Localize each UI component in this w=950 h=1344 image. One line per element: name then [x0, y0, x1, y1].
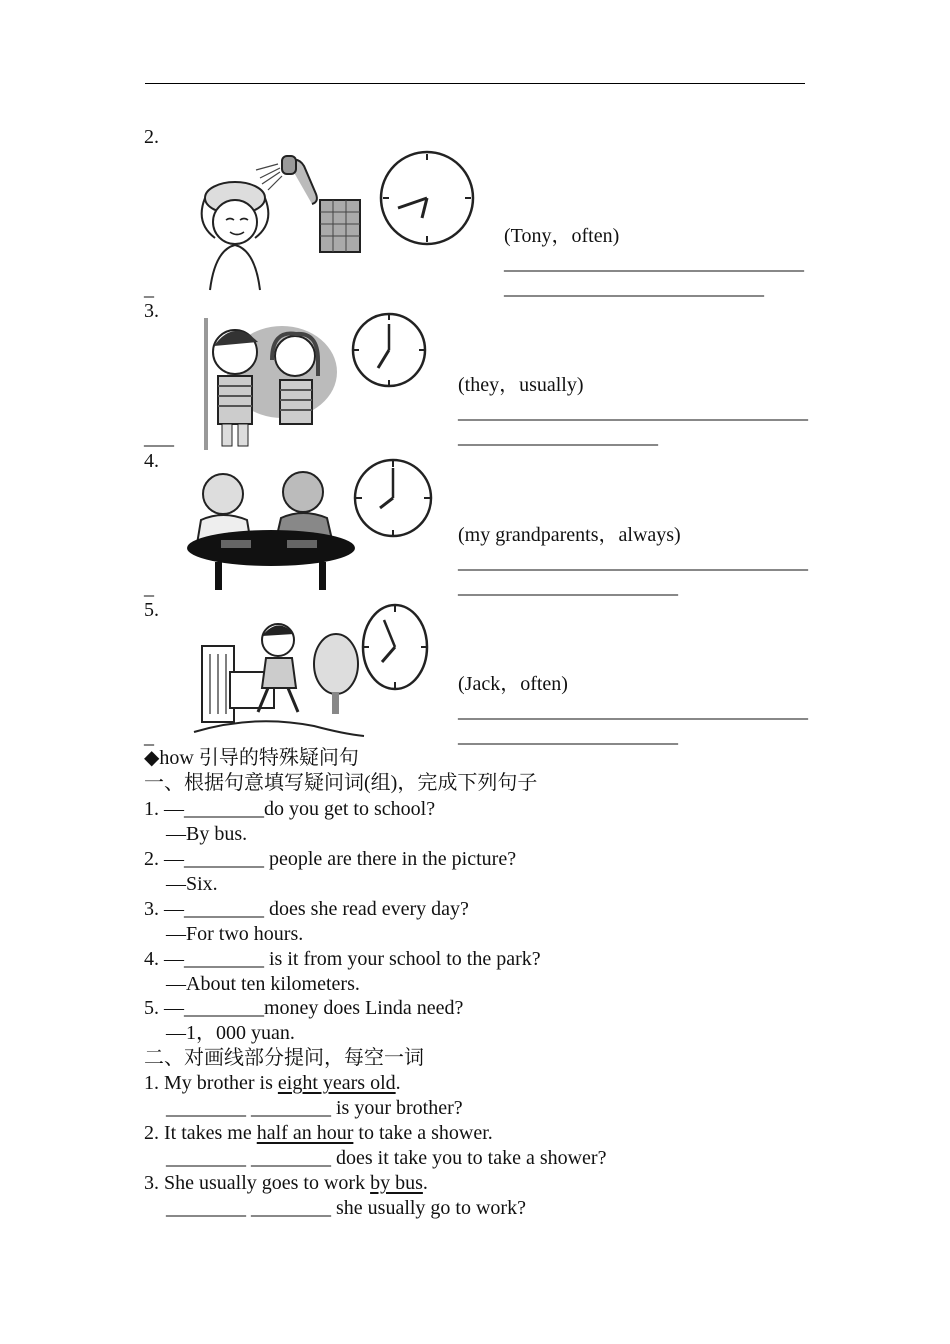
- underlined-phrase: half an hour: [256, 1122, 354, 1144]
- sentence-text: .: [422, 1172, 428, 1194]
- answer-line[interactable]: ______________________: [458, 576, 678, 598]
- rewrite-question[interactable]: ________ ________ is your brother?: [166, 1097, 463, 1119]
- clock-icon: [350, 312, 430, 392]
- answer-line[interactable]: ___________________________________: [458, 401, 808, 423]
- boy-washing-hair-shower-icon: [190, 150, 370, 295]
- answer-text: —1，000 yuan.: [166, 1022, 295, 1044]
- sentence: [144, 1171, 428, 1196]
- answer-line[interactable]: ______________________: [458, 725, 678, 747]
- clock-icon: [360, 602, 432, 694]
- answer-text: —For two hours.: [166, 923, 304, 945]
- answer-line[interactable]: ____________________: [458, 426, 658, 448]
- sentence-text: 1. My brother is: [144, 1072, 278, 1094]
- item-number: 3.: [144, 300, 159, 322]
- answer-line-stub[interactable]: _: [144, 726, 154, 748]
- sentence: [144, 1071, 401, 1096]
- sentence-text: .: [395, 1072, 401, 1094]
- answer-line[interactable]: ______________________________: [504, 252, 804, 274]
- rewrite-question[interactable]: ________ ________ she usually go to work?: [166, 1197, 526, 1219]
- top-rule: [145, 83, 805, 84]
- answer-line-stub[interactable]: _: [144, 577, 154, 599]
- question[interactable]: 5. —________money does Linda need?: [144, 997, 464, 1019]
- sentence: [144, 1121, 493, 1146]
- item-prompt: (Jack，often): [458, 673, 568, 695]
- boy-walking-to-school-icon: [190, 620, 368, 740]
- answer-line[interactable]: ___________________________________: [458, 700, 808, 722]
- item-number: 5.: [144, 599, 159, 621]
- item-number: 4.: [144, 450, 159, 472]
- item-prompt: (Tony，often): [504, 225, 620, 247]
- question[interactable]: 1. —________do you get to school?: [144, 798, 436, 820]
- question[interactable]: 4. —________ is it from your school to the park?: [144, 948, 541, 970]
- part2-title: 二、对画线部分提问，每空一词: [144, 1047, 424, 1069]
- children-brushing-teeth-icon: [200, 316, 340, 452]
- answer-line-stub[interactable]: _: [144, 278, 154, 300]
- answer-line[interactable]: ___________________________________: [458, 551, 808, 573]
- item-number: 2.: [144, 126, 159, 148]
- answer-text: —About ten kilometers.: [166, 973, 360, 995]
- grandparents-eating-icon: [185, 462, 360, 592]
- answer-line[interactable]: __________________________: [504, 277, 764, 299]
- answer-line-stub[interactable]: ___: [144, 427, 174, 449]
- rewrite-question[interactable]: ________ ________ does it take you to take a shower?: [166, 1147, 607, 1169]
- sentence-text: to take a shower.: [353, 1122, 493, 1144]
- sentence-text: 3. She usually goes to work: [144, 1172, 371, 1194]
- clock-icon: [352, 458, 436, 542]
- part1-title: 一、根据句意填写疑问词(组)，完成下列句子: [144, 772, 538, 794]
- answer-text: —Six.: [166, 873, 218, 895]
- item-prompt: (they，usually): [458, 374, 584, 396]
- underlined-phrase: by bus: [370, 1172, 423, 1194]
- question[interactable]: 3. —________ does she read every day?: [144, 898, 469, 920]
- answer-text: —By bus.: [166, 823, 248, 845]
- clock-icon: [378, 150, 478, 250]
- section-heading: ◆how 引导的特殊疑问句: [144, 747, 359, 769]
- sentence-text: 2. It takes me: [144, 1122, 257, 1144]
- item-prompt: (my grandparents，always): [458, 524, 681, 546]
- question[interactable]: 2. —________ people are there in the picture?: [144, 848, 517, 870]
- underlined-phrase: eight years old: [277, 1072, 396, 1094]
